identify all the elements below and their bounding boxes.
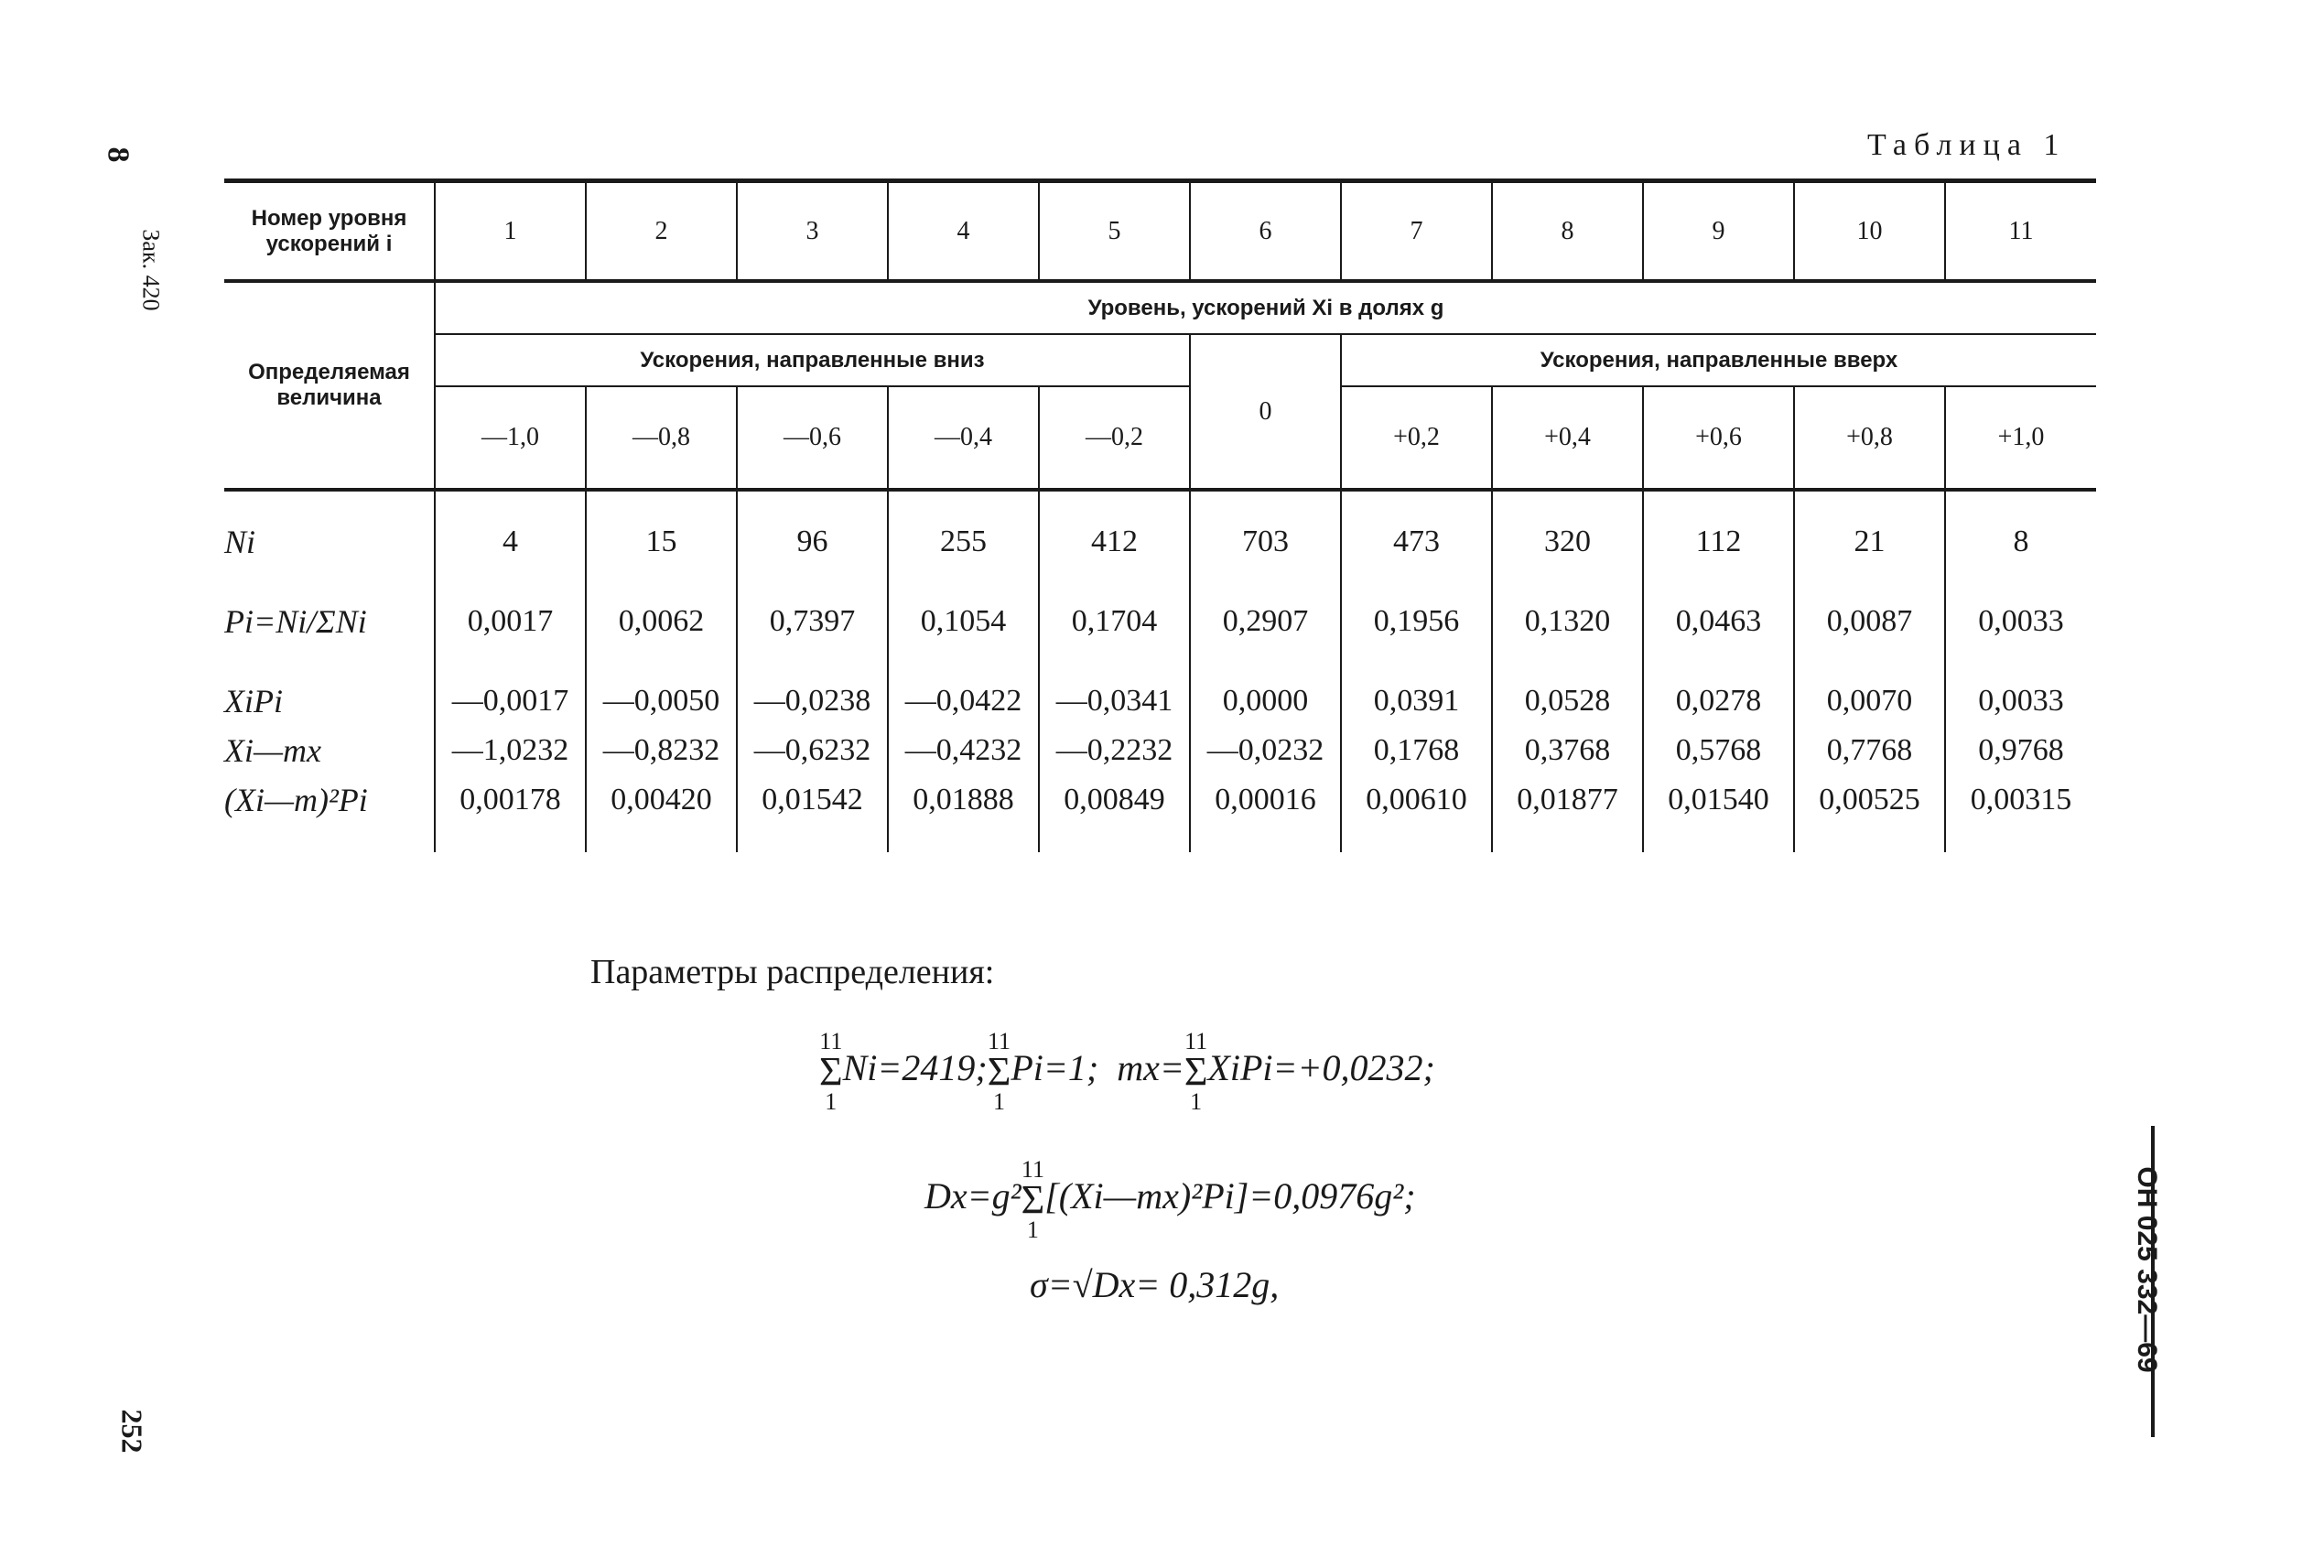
sum-p-term: Pi=1; bbox=[1011, 1047, 1099, 1089]
table-cell: 0,7397 bbox=[737, 567, 888, 676]
row-label: Ni bbox=[224, 524, 256, 560]
table-cell: 0,7768 bbox=[1794, 726, 1945, 775]
table-cell: 0,9768 bbox=[1945, 726, 2096, 775]
level-number: 6 bbox=[1190, 181, 1341, 282]
table-cell: —0,0422 bbox=[888, 676, 1039, 726]
table-cell: 0,00610 bbox=[1341, 775, 1492, 852]
params-heading: Параметры распределения: bbox=[590, 953, 995, 991]
data-table bbox=[224, 178, 2096, 852]
level-number: 4 bbox=[888, 181, 1039, 282]
table-cell: —1,0232 bbox=[435, 726, 586, 775]
sigma-icon: Σ bbox=[819, 1049, 843, 1094]
row-label: XiPi bbox=[224, 683, 283, 719]
table-cell: 0,0463 bbox=[1643, 567, 1794, 676]
table-cell: 0,0000 bbox=[1190, 676, 1341, 726]
table-cell: 0,0033 bbox=[1945, 676, 2096, 726]
table-cell: —0,2232 bbox=[1039, 726, 1190, 775]
header-row-title bbox=[224, 281, 2096, 334]
table-cell: 473 bbox=[1341, 490, 1492, 567]
table-cell: 0,00016 bbox=[1190, 775, 1341, 852]
sum-lower: 1 bbox=[825, 1088, 838, 1115]
formula-sums-mean bbox=[819, 1030, 1435, 1114]
table-cell: 4 bbox=[435, 490, 586, 567]
table-cell: 0,1320 bbox=[1492, 567, 1643, 676]
level-value: +0,8 bbox=[1794, 386, 1945, 490]
level-value: +0,6 bbox=[1643, 386, 1794, 490]
sum-upper: 11 bbox=[988, 1028, 1011, 1054]
table-cell: 0,0062 bbox=[586, 567, 737, 676]
header-row-levels bbox=[224, 181, 2096, 282]
table-cell: 0,0391 bbox=[1341, 676, 1492, 726]
row-label: (Xi—m)²Pi bbox=[224, 782, 368, 818]
table-cell: 0,01542 bbox=[737, 775, 888, 852]
sigma-icon: Σ bbox=[987, 1049, 1011, 1094]
sum-lower: 1 bbox=[1026, 1217, 1039, 1243]
level-value: —0,8 bbox=[586, 386, 737, 490]
table-cell: —0,4232 bbox=[888, 726, 1039, 775]
level-number: 7 bbox=[1341, 181, 1492, 282]
level-value: +0,4 bbox=[1492, 386, 1643, 490]
table-cell: 0,5768 bbox=[1643, 726, 1794, 775]
mean-lhs: mx= bbox=[1117, 1047, 1184, 1089]
table-cell: —0,0050 bbox=[586, 676, 737, 726]
table-cell: —0,0341 bbox=[1039, 676, 1190, 726]
header-level-values-title: Уровень, ускорений Xi в долях g bbox=[435, 281, 2096, 334]
sum-upper: 11 bbox=[819, 1028, 843, 1054]
table-cell: 0,3768 bbox=[1492, 726, 1643, 775]
table-cell: 0,2907 bbox=[1190, 567, 1341, 676]
level-value: —0,2 bbox=[1039, 386, 1190, 490]
level-number: 11 bbox=[1945, 181, 2096, 282]
table-cell: 112 bbox=[1643, 490, 1794, 567]
header-quantity-label: Определяемая величина bbox=[224, 281, 435, 490]
sum-n-term: Ni=2419; bbox=[842, 1047, 988, 1089]
table-cell: 255 bbox=[888, 490, 1039, 567]
standard-code-block bbox=[2096, 1126, 2197, 1437]
page-number-bottom: 252 bbox=[115, 1409, 149, 1454]
table-cell: 0,00178 bbox=[435, 775, 586, 852]
table-cell: —0,0017 bbox=[435, 676, 586, 726]
level-value: —1,0 bbox=[435, 386, 586, 490]
table-cell: 15 bbox=[586, 490, 737, 567]
sum-upper: 11 bbox=[1184, 1028, 1208, 1054]
table-cell: 0,1768 bbox=[1341, 726, 1492, 775]
table-cell: 0,00849 bbox=[1039, 775, 1190, 852]
sum-lower: 1 bbox=[993, 1088, 1006, 1115]
table-cell: 320 bbox=[1492, 490, 1643, 567]
level-value: —0,6 bbox=[737, 386, 888, 490]
formula-sigma: σ=√Dx= 0,312g, bbox=[1030, 1264, 1280, 1305]
order-code: Зак. 420 bbox=[137, 229, 165, 311]
table-body bbox=[224, 490, 2096, 852]
table-cell: 0,00315 bbox=[1945, 775, 2096, 852]
level-value: —0,4 bbox=[888, 386, 1039, 490]
sum-operator bbox=[1184, 1030, 1208, 1114]
table-cell: 0,0278 bbox=[1643, 676, 1794, 726]
table-cell: 0,0087 bbox=[1794, 567, 1945, 676]
table-row bbox=[224, 775, 2096, 852]
table-cell: 0,0017 bbox=[435, 567, 586, 676]
table-cell: —0,0238 bbox=[737, 676, 888, 726]
table-row bbox=[224, 490, 2096, 567]
sigma-icon: Σ bbox=[1021, 1177, 1045, 1222]
sum-upper: 11 bbox=[1021, 1156, 1044, 1183]
header-row-level-values bbox=[224, 386, 2096, 490]
sum-operator bbox=[1021, 1158, 1045, 1242]
level-number: 3 bbox=[737, 181, 888, 282]
table-cell: 21 bbox=[1794, 490, 1945, 567]
table-cell: 412 bbox=[1039, 490, 1190, 567]
variance-lhs: Dx=g² bbox=[924, 1175, 1021, 1217]
level-value: +0,2 bbox=[1341, 386, 1492, 490]
table-cell: 0,0528 bbox=[1492, 676, 1643, 726]
level-number: 9 bbox=[1643, 181, 1794, 282]
level-value: 0 bbox=[1190, 334, 1341, 490]
header-down: Ускорения, направленные вниз bbox=[435, 334, 1190, 386]
table-row bbox=[224, 676, 2096, 726]
sum-operator bbox=[988, 1030, 1011, 1114]
table-cell: 0,1054 bbox=[888, 567, 1039, 676]
header-up: Ускорения, направленные вверх bbox=[1341, 334, 2096, 386]
mean-rhs: XiPi=+0,0232; bbox=[1207, 1047, 1435, 1089]
table-cell: —0,0232 bbox=[1190, 726, 1341, 775]
table-cell: 0,01540 bbox=[1643, 775, 1794, 852]
row-label: Pi=Ni/ΣNi bbox=[224, 603, 367, 640]
sum-lower: 1 bbox=[1190, 1088, 1203, 1115]
table-row bbox=[224, 567, 2096, 676]
table-row bbox=[224, 726, 2096, 775]
sigma-icon: Σ bbox=[1184, 1049, 1208, 1094]
table-cell: 0,0070 bbox=[1794, 676, 1945, 726]
level-number: 5 bbox=[1039, 181, 1190, 282]
table-cell: —0,6232 bbox=[737, 726, 888, 775]
level-number: 2 bbox=[586, 181, 737, 282]
standard-code: ОН 025 332—69 bbox=[2132, 1166, 2162, 1373]
table-cell: 703 bbox=[1190, 490, 1341, 567]
sum-operator bbox=[819, 1030, 843, 1114]
table-cell: 0,01877 bbox=[1492, 775, 1643, 852]
table-cell: —0,8232 bbox=[586, 726, 737, 775]
formula-variance bbox=[924, 1158, 1416, 1242]
level-number: 10 bbox=[1794, 181, 1945, 282]
header-row-directions bbox=[224, 334, 2096, 386]
table-cell: 8 bbox=[1945, 490, 2096, 567]
page-number-top: 8 bbox=[101, 146, 135, 163]
table-title: Таблица 1 bbox=[1867, 128, 2067, 162]
table-cell: 0,01888 bbox=[888, 775, 1039, 852]
table-cell: 0,0033 bbox=[1945, 567, 2096, 676]
level-number: 1 bbox=[435, 181, 586, 282]
table-cell: 0,00525 bbox=[1794, 775, 1945, 852]
row-label: Xi—mx bbox=[224, 732, 321, 769]
table-cell: 0,1704 bbox=[1039, 567, 1190, 676]
level-number: 8 bbox=[1492, 181, 1643, 282]
variance-rhs: [(Xi—mx)²Pi]=0,0976g²; bbox=[1044, 1175, 1416, 1217]
table-cell: 96 bbox=[737, 490, 888, 567]
table-cell: 0,1956 bbox=[1341, 567, 1492, 676]
level-value: +1,0 bbox=[1945, 386, 2096, 490]
header-level-label: Номер уровня ускорений i bbox=[224, 181, 435, 282]
table-cell: 0,00420 bbox=[586, 775, 737, 852]
